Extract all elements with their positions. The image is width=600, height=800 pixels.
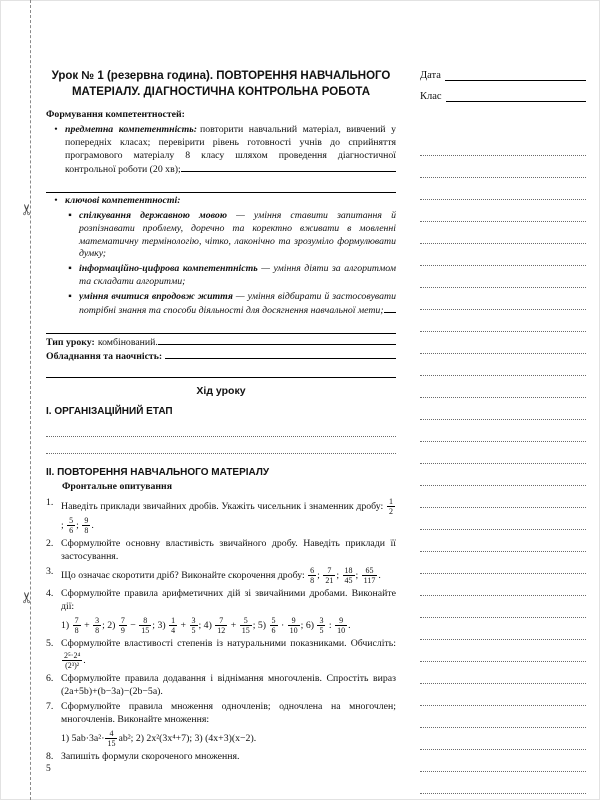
question-number: 5.	[46, 637, 54, 649]
date-line	[445, 68, 586, 81]
note-dotted-line	[420, 420, 586, 442]
competency-key	[52, 195, 396, 208]
competency-subject-body: повторити навчальний матеріал, вивчений у попередніх класах; перевірити рівень готовності учнів до сприйняття програмового матеріалу 8 класу шляхом проведення діагностичної контрольної роботи (20 хв);	[65, 124, 396, 175]
fraction: $\frac{7}{21}$	[325, 566, 334, 586]
stage-1-heading: І. ОРГАНІЗАЦІЙНИЙ ЕТАП	[46, 405, 173, 417]
lesson-type-value: комбінований.	[97, 337, 158, 349]
date-label: Дата	[420, 70, 441, 81]
note-dotted-line	[420, 200, 586, 222]
page-number: 5	[46, 764, 51, 774]
note-dotted-line	[420, 332, 586, 354]
lesson-type-label: Тип уроку:	[46, 337, 95, 349]
fraction: $\frac{1}{2}$	[389, 496, 393, 516]
ruled-line	[46, 179, 396, 193]
note-dotted-line	[420, 552, 586, 574]
ruled-line	[384, 304, 396, 313]
note-dotted-line	[420, 684, 586, 706]
question-text: Що означає скоротити дріб? Виконайте скорочення дробу: $\frac{6}{8}$ ; $\frac{7}{21}$ ; $\frac{18}{45}$ ; $\frac{65}{117}$ .	[61, 566, 381, 586]
bullet-icon: •	[54, 194, 58, 206]
frontal-survey-heading: Фронтальне опитування	[62, 481, 172, 493]
class-label: Клас	[420, 91, 442, 102]
note-dotted-line	[420, 354, 586, 376]
fraction: $\frac{8}{15}$	[141, 615, 150, 636]
fraction: $\frac{9}{10}$	[289, 615, 298, 636]
note-dotted-line	[420, 530, 586, 552]
note-dotted-line	[420, 156, 586, 178]
key-competency-item	[66, 210, 396, 262]
fraction: $\frac{18}{45}$	[344, 566, 353, 586]
key-competency-item	[66, 291, 396, 318]
question-text: Сформулюйте властивості степенів із натуральними показниками. Обчисліть: $\frac{\text{2⁵·2⁴}}{\text{(2³)²}}$ .	[61, 637, 396, 670]
key-competency-lead: спілкування державною мовою	[79, 209, 227, 221]
question-number: 1.	[46, 496, 54, 508]
question-item	[46, 701, 396, 748]
note-dotted-line	[420, 288, 586, 310]
key-competency-text	[79, 263, 396, 289]
question-text: Запишіть формули скороченого множення.	[61, 750, 240, 762]
key-competency-text	[79, 210, 396, 262]
class-row	[420, 89, 586, 102]
question-text: Сформулюйте правила арифметичних дій зі звичайними дробами. Виконайте дії:	[61, 588, 396, 612]
question-item	[46, 497, 396, 536]
note-dotted-line	[420, 772, 586, 794]
note-dotted-line	[420, 750, 586, 772]
question-operations: 1) 5ab·3a²· $\frac{4}{15}$ ab²; 2) 2x²(3x⁴+7); 3) (4x+3)(x−2).	[61, 728, 257, 748]
scissors-icon: ✂	[19, 203, 36, 216]
question-number: 6.	[46, 672, 54, 684]
question-number: 2.	[46, 537, 54, 549]
bullet-icon: ▪	[68, 209, 72, 221]
fraction: $\frac{\text{2⁵·2⁴}}{\text{(2³)²}}$	[64, 650, 81, 670]
fraction: $\frac{7}{9}$	[120, 615, 125, 636]
bullet-icon: •	[54, 124, 58, 136]
key-competency-text	[79, 291, 396, 318]
ruled-line	[46, 320, 396, 334]
fraction: $\frac{1}{4}$	[171, 615, 176, 636]
cut-dashed-line	[30, 0, 31, 800]
question-text: Сформулюйте правила додавання і віднімання многочленів. Спростіть вираз (2a+5b)+(b−3a)−(2b−5a).	[61, 672, 396, 697]
competency-key-label: ключові компетентності:	[65, 194, 181, 206]
competency-subject-text	[65, 124, 396, 177]
fraction: $\frac{4}{15}$	[107, 728, 116, 748]
note-dotted-line	[420, 662, 586, 684]
fraction: $\frac{9}{8}$	[84, 515, 89, 536]
note-dotted-line	[420, 244, 586, 266]
key-competency-lead: інформаційно-цифрова компетентність	[79, 263, 258, 275]
question-item	[46, 538, 396, 564]
note-dotted-line	[420, 706, 586, 728]
question-number: 4.	[46, 588, 54, 600]
lesson-title: Урок № 1 (резервна година). ПОВТОРЕННЯ НАВЧАЛЬНОГО МАТЕРІАЛУ. ДІАГНОСТИЧНА КОНТРОЛЬНА РОБОТА	[51, 70, 391, 99]
ruled-line	[46, 364, 396, 378]
fraction: $\frac{3}{5}$	[191, 615, 196, 636]
question-item	[46, 751, 396, 764]
question-operations: 1) $\frac{7}{8}$ + $\frac{3}{8}$ ; 2) $\frac{7}{9}$ − $\frac{8}{15}$ ; 3) $\frac{1}{4}$ + $\frac{3}{5}$ ; 4) $\frac{7}{12}$ + $\frac{5}{15}$ ; 5) $\frac{5}{6}$ · $\frac{9}{10}$ ; 6) $\frac{3}{5}$ : $\frac{9}{10}$ .	[61, 615, 351, 636]
fraction: $\frac{65}{117}$	[363, 566, 376, 586]
note-dotted-line	[420, 222, 586, 244]
key-competency-body: — уміння відбирати й застосовувати потрібні знання та способи діяльності для досягнення навчальної мети;	[79, 291, 396, 317]
note-dotted-line	[420, 266, 586, 288]
note-dotted-line	[420, 398, 586, 420]
note-dotted-line	[420, 596, 586, 618]
lesson-type-row	[46, 336, 396, 350]
note-dotted-line	[420, 310, 586, 332]
note-dotted-line	[420, 442, 586, 464]
question-text: Сформулюйте правила множення одночленів; одночлена на многочлен; многочленів. Виконайте множення:	[61, 700, 396, 725]
question-text: Наведіть приклади звичайних дробів. Укажіть чисельник і знаменник дробу: $\frac{1}{2}$ ; $\frac{5}{6}$ ; $\frac{9}{8}$ .	[61, 496, 393, 536]
competency-subject	[52, 124, 396, 177]
fraction: $\frac{6}{8}$	[310, 566, 315, 586]
dotted-ruled-line	[46, 420, 396, 437]
fraction: $\frac{3}{8}$	[95, 615, 100, 636]
ruled-line	[165, 350, 396, 359]
fraction: $\frac{5}{15}$	[241, 615, 250, 636]
competency-key-heading	[65, 195, 184, 208]
bullet-icon: ▪	[68, 291, 72, 303]
stage-2-heading: ІІ. ПОВТОРЕННЯ НАВЧАЛЬНОГО МАТЕРІАЛУ	[46, 466, 270, 478]
course-heading: Хід уроку	[196, 384, 246, 397]
note-dotted-line	[420, 464, 586, 486]
main-column	[46, 68, 396, 794]
note-dotted-line	[420, 574, 586, 596]
note-dotted-line	[420, 508, 586, 530]
question-item	[46, 566, 396, 585]
note-dotted-line	[420, 178, 586, 200]
date-row	[420, 68, 586, 81]
dotted-ruled-line	[46, 437, 396, 454]
scissors-icon: ✂	[19, 591, 36, 604]
notes-lines	[420, 134, 586, 794]
key-competency-body: — уміння ставити запитання й розпізнавати проблему, доречно та коректно вживати в мовленні математичну термінологію, чітко, лаконічно та зрозуміло формулювати думку;	[79, 209, 396, 260]
equipment-row	[46, 350, 396, 364]
question-item	[46, 638, 396, 670]
fraction: $\frac{3}{5}$	[319, 615, 324, 636]
note-dotted-line	[420, 486, 586, 508]
bullet-icon: ▪	[68, 263, 72, 275]
note-dotted-line	[420, 640, 586, 662]
fraction: $\frac{9}{10}$	[337, 615, 346, 636]
competency-subject-label: предметна компетентність:	[65, 124, 198, 136]
note-dotted-line	[420, 728, 586, 750]
note-dotted-line	[420, 376, 586, 398]
key-competency-body: — уміння діяти за алгоритмом та складати алгоритми;	[79, 263, 396, 288]
question-number: 8.	[46, 750, 54, 762]
note-dotted-line	[420, 134, 586, 156]
question-item	[46, 673, 396, 699]
key-competency-item	[66, 263, 396, 289]
equipment-label: Обладнання та наочність:	[46, 351, 163, 363]
key-competency-lead: уміння вчитися впродовж життя	[79, 291, 233, 303]
question-number: 3.	[46, 566, 54, 578]
question-item	[46, 588, 396, 635]
fraction: $\frac{7}{12}$	[217, 615, 226, 636]
class-line	[446, 89, 586, 102]
competencies-heading: Формування компетентностей:	[46, 109, 185, 121]
fraction: $\frac{5}{6}$	[69, 515, 74, 536]
ruled-line	[158, 336, 396, 345]
ruled-line	[181, 163, 396, 172]
note-dotted-line	[420, 618, 586, 640]
fraction: $\frac{7}{8}$	[74, 615, 79, 636]
fraction: $\frac{5}{6}$	[271, 615, 276, 636]
notes-column	[420, 68, 586, 794]
question-text: Сформулюйте основну властивість звичайного дробу. Наведіть приклади її застосування.	[61, 537, 396, 562]
question-number: 7.	[46, 700, 54, 712]
